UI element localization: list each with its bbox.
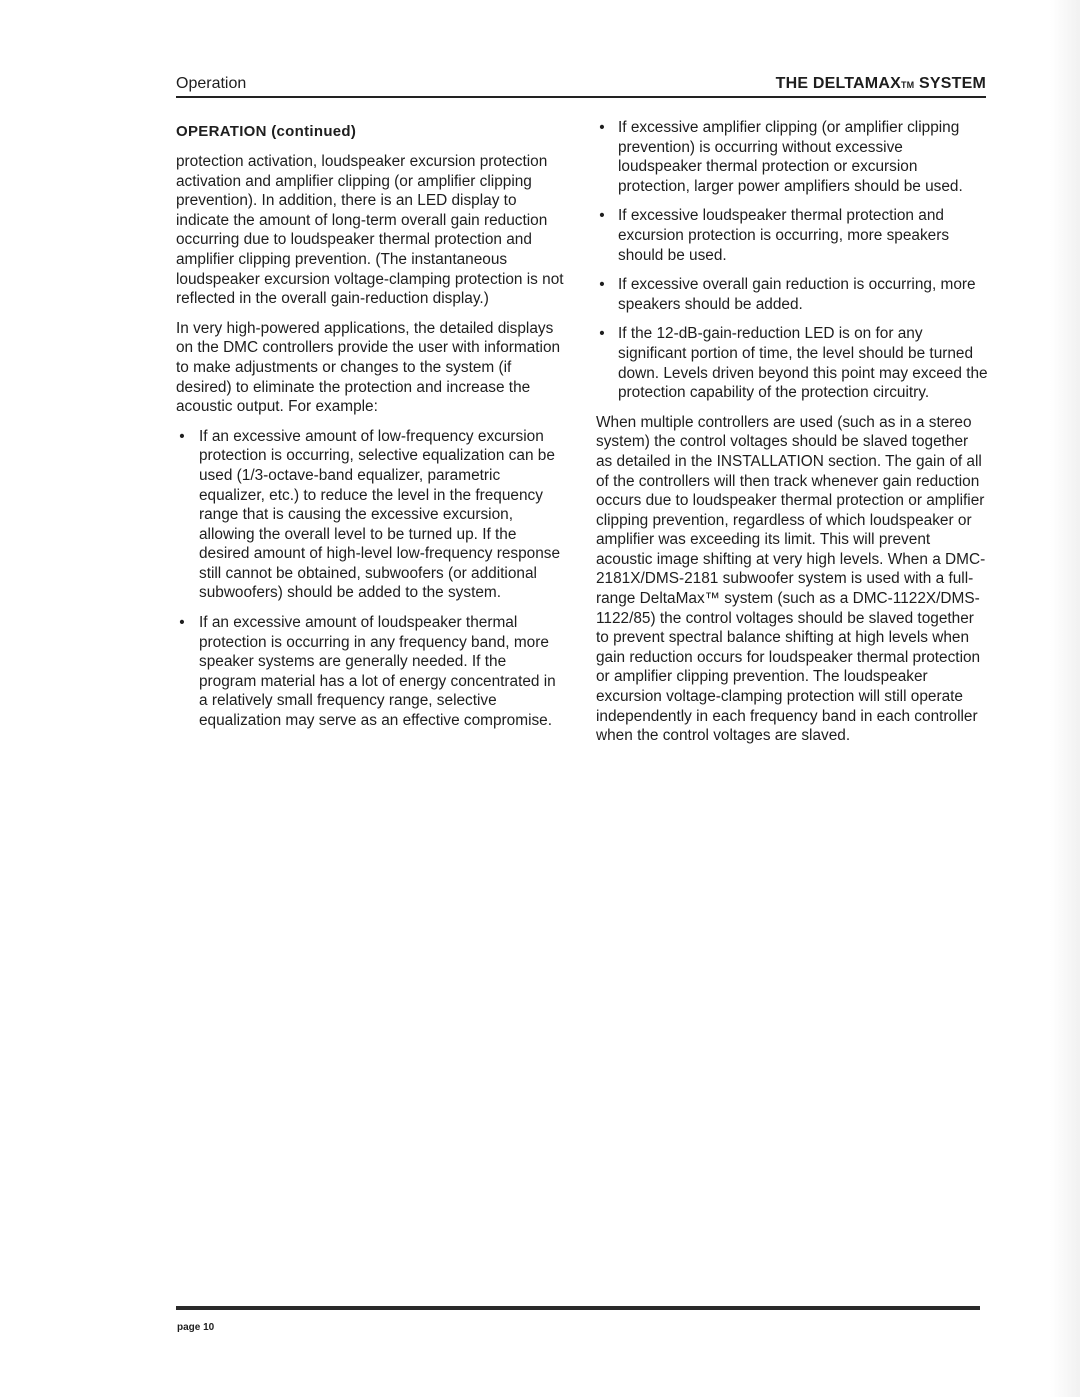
- list-item-text: If excessive overall gain reduction is occurring, more speakers should be added.: [618, 276, 976, 313]
- bullet-dot: •: [179, 614, 185, 632]
- left-column: [176, 118, 564, 741]
- list-item: [176, 613, 564, 731]
- page-number: page 10: [177, 1322, 215, 1333]
- header-document-title: [776, 74, 986, 94]
- list-item: [596, 118, 988, 196]
- footer-rule: [176, 1306, 980, 1310]
- paragraph-led-display: protection activation, loudspeaker excursion protection activation and amplifier clipping (or amplifier clipping prevention). In addition, there is an LED display to indicate the amount of long-term overall gain reduction occurring due to loudspeaker thermal protection and amplifier clipping prevention. (The instantaneous loudspeaker excursion voltage-clamping protection is not reflected in the overall gain-reduction display.): [176, 153, 564, 308]
- bullet-dot: •: [179, 427, 185, 445]
- list-item: [596, 275, 988, 314]
- header-section-label: Operation: [176, 75, 247, 92]
- paragraph-high-powered: In very high-powered applications, the detailed displays on the DMC controllers provide the user with information to make adjustments or changes to the system (if desired) to eliminate the protection and increase the acoustic output. For example:: [176, 319, 561, 416]
- left-bullet-list: [176, 427, 564, 731]
- list-item: [176, 427, 564, 603]
- bullet-dot: •: [599, 276, 605, 294]
- list-item-text: If excessive amplifier clipping (or amplifier clipping prevention) is occurring without excessive loudspeaker thermal protection or excursion protection, larger power amplifiers should be used.: [618, 119, 963, 195]
- header-title-tail: SYSTEM: [914, 75, 986, 92]
- list-item-text: If the 12-dB-gain-reduction LED is on for any significant portion of time, the level should be turned down. Levels driven beyond this point may exceed the protection capability of the protection circuitry.: [618, 325, 988, 402]
- trademark-mark: TM: [900, 80, 915, 90]
- page-header: [176, 74, 986, 98]
- list-item-text: If excessive loudspeaker thermal protection and excursion protection is occurring, more speakers should be used.: [618, 207, 950, 264]
- bullet-dot: •: [599, 325, 605, 343]
- list-item-text: If an excessive amount of low-frequency excursion protection is occurring, selective equalization can be used (1/3-octave-band equalizer, parametric equalizer, etc.) to reduce the level in the frequency range that is causing the excessive excursion, allowing the overall level to be turned up. If the desired amount of high-level low-frequency response still cannot be obtained, subwoofers (or additional subwoofers) should be added to the system.: [199, 427, 561, 602]
- header-title-main: THE DELTAMAX: [775, 75, 901, 92]
- right-column: [596, 118, 988, 756]
- bullet-dot: •: [599, 207, 605, 225]
- scan-edge-shading: [1050, 0, 1080, 1397]
- list-item: [596, 324, 988, 402]
- section-title: OPERATION (continued): [176, 123, 357, 140]
- right-bullet-list: [596, 118, 988, 403]
- paragraph-multiple-controllers: When multiple controllers are used (such as in a stereo system) the control voltages should be slaved together as detailed in the INSTALLATION section. The gain of all of the controllers will then track whenever gain reduction occurs due to loudspeaker thermal protection or amplifier clipping prevention, regardless of which loudspeaker or amplifier was exceeding its limit. This will prevent acoustic image shifting at very high levels. When a DMC-2181X/DMS-2181 subwoofer system is used with a full-range DeltaMax™ system (such as a DMC-1122X/DMS-1122/85) the control voltages should be slaved together to prevent spectral balance shifting at high levels when gain reduction occurs for loudspeaker thermal protection or amplifier clipping prevention. The loudspeaker excursion voltage-clamping protection will still operate independently in each frequency band in each controller when the control voltages are slaved.: [596, 413, 986, 745]
- list-item: [596, 206, 988, 265]
- bullet-dot: •: [599, 119, 605, 136]
- list-item-text: If an excessive amount of loudspeaker thermal protection is occurring in any frequency band, more speaker systems are generally needed. If the program material has a lot of energy concentrated in a relatively small frequency range, selective equalization may serve as an effective compromise.: [199, 614, 556, 730]
